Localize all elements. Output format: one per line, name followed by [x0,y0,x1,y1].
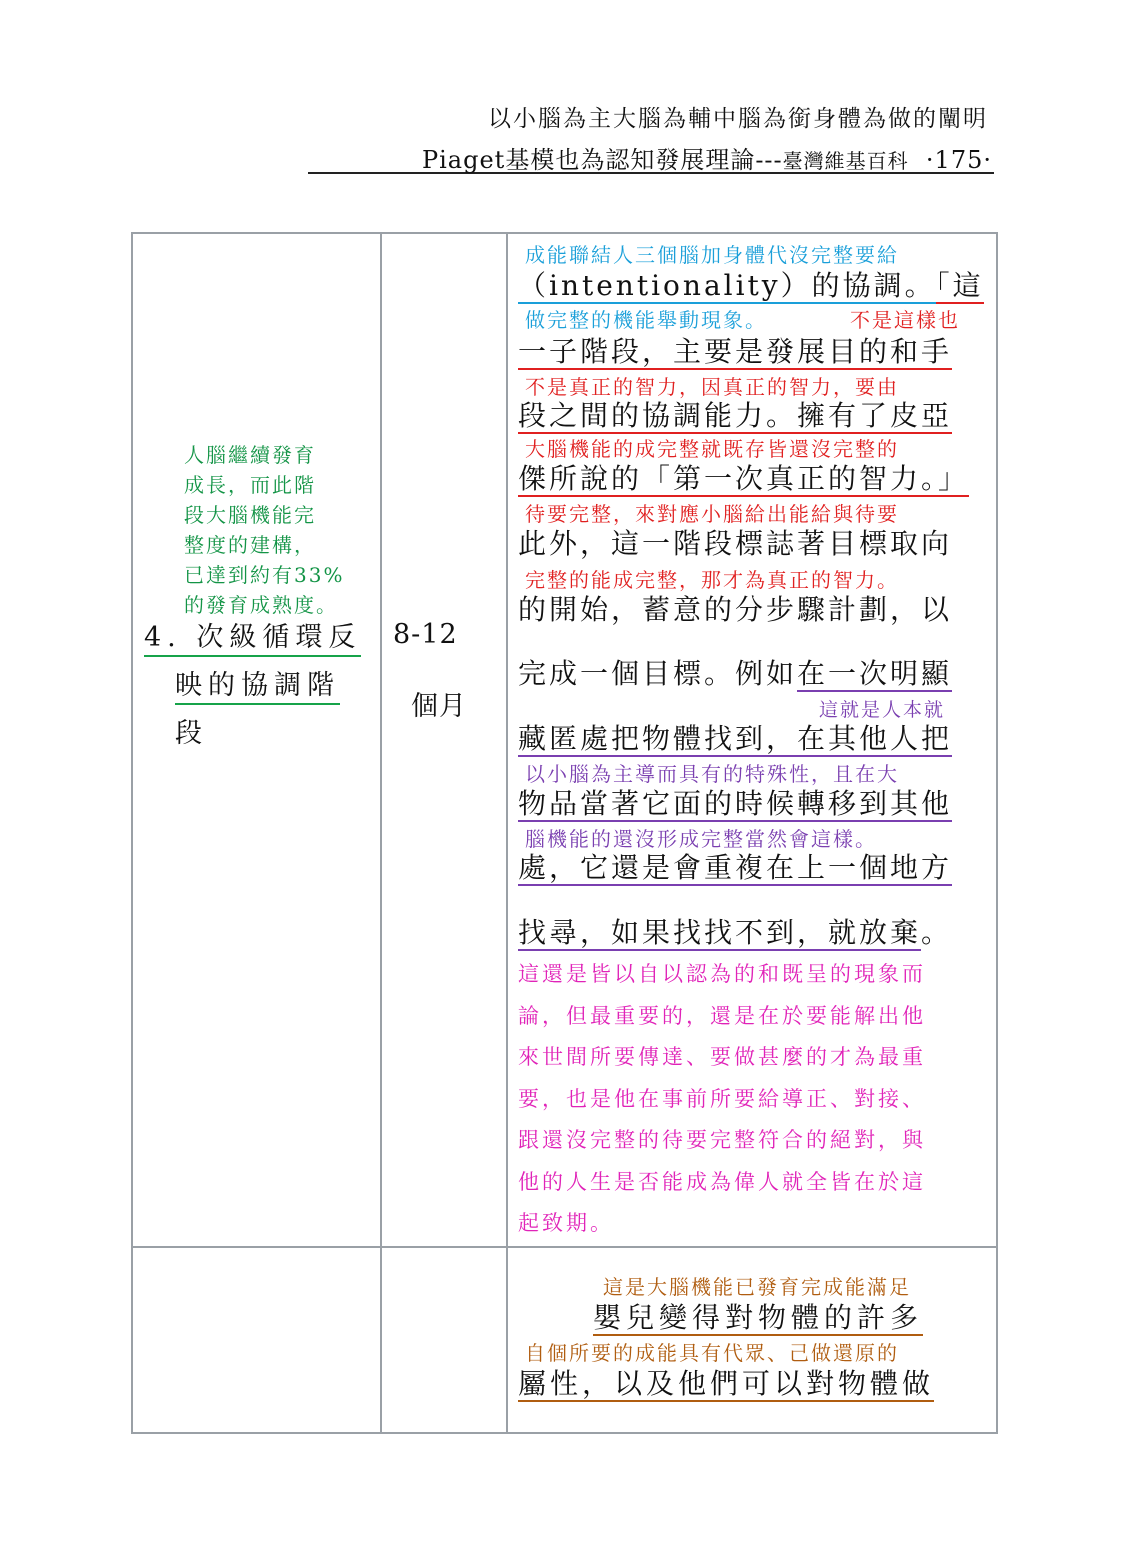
age-unit: 個月 [411,691,467,722]
commentary-line: 這還是皆以自以認為的和既呈的現象而 [518,962,926,986]
annotation-line: 的發育成熟度。 [184,593,338,617]
red-annotation: 不是真正的智力，因真正的智力，要由 [525,375,899,399]
underlined-text: 「這 [935,269,984,302]
commentary-line: 他的人生是否能成為偉人就全皆在於這 [518,1169,926,1194]
brown-annotation: 這是大腦機能已發育完成能滿足 [603,1275,911,1299]
underlined-text: 藏匿處把物體找到，在其他人把 [518,722,953,755]
red-annotation: 不是這樣也 [850,308,960,332]
annotation-line: 已達到約有33% [184,563,345,587]
body-line [518,717,952,757]
column-divider [380,234,382,1432]
age-range: 8-12 [393,619,458,650]
body-line [518,782,952,822]
column-divider [506,234,508,1432]
commentary-line: 論，但最重要的，還是在於要能解出他 [518,1003,926,1028]
red-annotation: 大腦機能的成完整就既存皆還沒完整的 [525,437,899,461]
red-annotation: 完整的能成完整，那才為真正的智力。 [525,568,899,592]
green-annotation [184,440,344,620]
magenta-commentary [518,954,926,1245]
stage-table [131,232,998,1434]
stage-line: 映的協調階 [175,670,340,705]
subtitle-site: 臺灣維基百科 [782,149,909,173]
underlined-text: 在一次明顯 [797,657,953,690]
body-line [518,911,952,951]
commentary-line: 跟還沒完整的待要完整符合的絕對，與 [518,1128,926,1152]
stage-line: 4. 次級循環反 [144,622,361,657]
running-header-subtitle [308,140,994,174]
body-line: 此外，這一階段標誌著目標取向 [518,527,953,560]
commentary-line: 要，也是他在事前所要給導正、對接、 [518,1086,926,1111]
underlined-text: 段之間的協調能力。擁有了皮亞 [518,399,953,432]
body-line [518,330,952,370]
body-line [518,1362,934,1402]
running-header-title: 以小腦為主大腦為輔中腦為銜身體為做的闡明 [488,106,988,132]
red-annotation: 待要完整，來對應小腦給出能給與待要 [525,502,899,526]
body-line [518,264,984,304]
stage-line: 段 [175,718,208,749]
blue-annotation: 做完整的機能舉動現象。 [525,308,767,332]
commentary-line: 起致期。 [518,1211,614,1235]
underlined-text: 嬰兒變得對物體的許多 [593,1301,924,1334]
brown-annotation: 自個所要的成能具有代眾、己做還原的 [525,1341,899,1365]
body-text: 完成一個目標。例如 [518,657,798,690]
commentary-line: 來世間所要傳達、要做甚麼的才為最重 [518,1045,926,1069]
violet-annotation: 這就是人本就 [819,699,946,721]
underlined-text: 傑所說的「第一次真正的智力。」 [518,462,970,495]
violet-annotation: 腦機能的還沒形成完整當然會這樣。 [525,827,877,851]
body-line [518,846,952,886]
body-line [518,457,969,497]
row-divider [133,1246,996,1248]
violet-annotation: 以小腦為主導而具有的特殊性，且在大 [525,762,899,786]
body-line [593,1296,923,1336]
annotation-line: 人腦繼續發育 [184,443,316,467]
blue-annotation: 成能聯結人三個腦加身體代沒完整要給 [525,243,899,267]
stage-name [144,618,361,754]
underlined-text: 找尋，如果找找不到，就放棄 [518,916,922,949]
annotation-line: 段大腦機能完 [184,503,316,527]
annotation-line: 成長，而此階 [184,473,316,497]
page-number: ·175· [925,146,992,174]
underlined-text: 屬性，以及他們可以對物體做 [518,1367,935,1400]
underlined-text: 一子階段，主要是發展目的和手 [518,335,953,368]
body-text: 。 [921,916,953,949]
underlined-text: （intentionality）的協調。 [518,269,936,302]
underlined-text: 處，它還是會重複在上一個地方 [518,851,953,884]
subtitle-main: Piaget基模也為認知發展理論--- [421,146,783,174]
underlined-text: 物品當著它面的時候轉移到其他 [518,787,953,820]
body-line [518,652,952,692]
annotation-line: 整度的建構， [184,533,316,557]
body-line [518,394,952,434]
body-line: 的開始，蓄意的分步驟計劃，以 [518,593,953,626]
